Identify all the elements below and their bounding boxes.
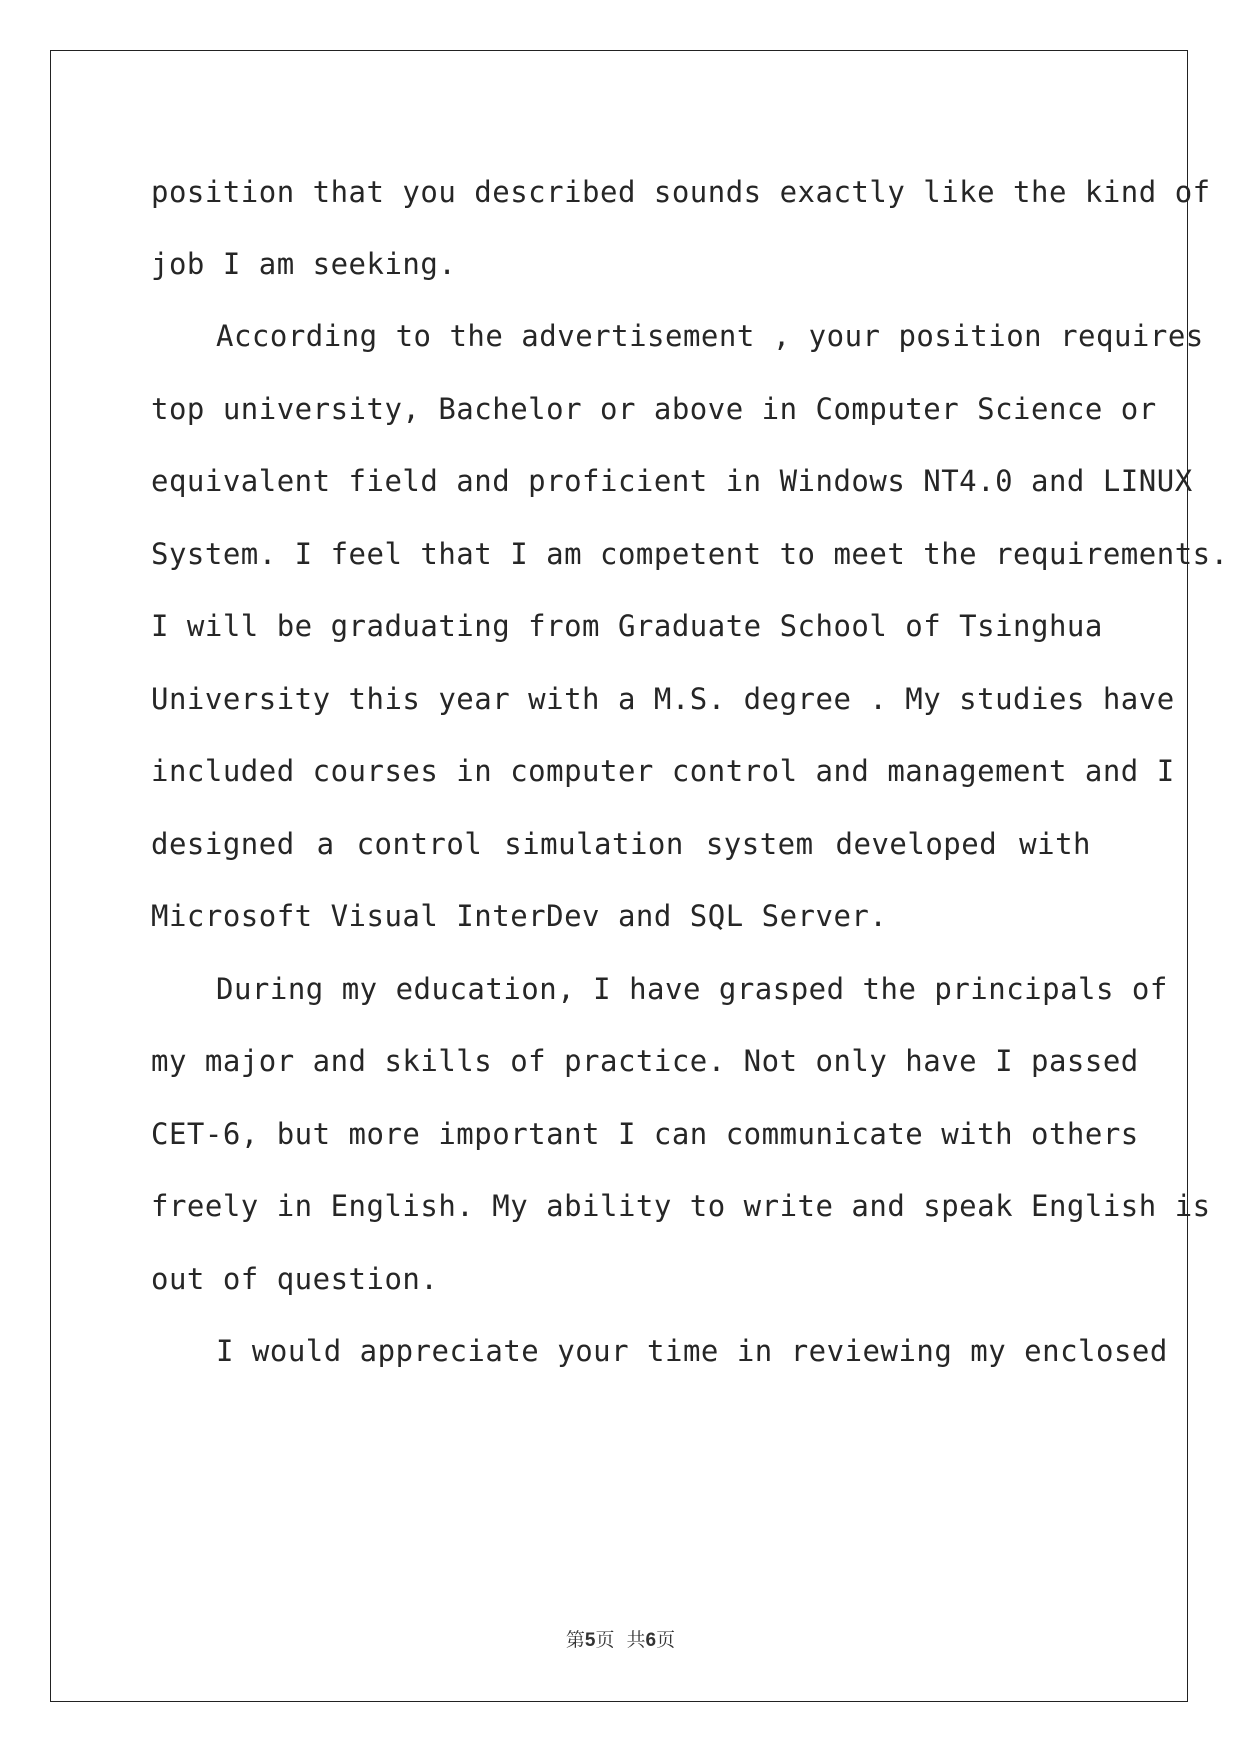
text-line: position that you described sounds exactly like the kind of xyxy=(151,175,1211,209)
text-line: During my education, I have grasped the principals of xyxy=(216,972,1168,1006)
total-pages-number: 6 xyxy=(645,1630,657,1651)
text-line: included courses in computer control and management and I xyxy=(151,754,1175,788)
footer-middle: 页 共 xyxy=(595,1629,646,1651)
page-border xyxy=(50,50,1229,1702)
text-line: designed a control simulation system developed with xyxy=(151,827,1091,861)
current-page-number: 5 xyxy=(584,1630,596,1651)
text-line: my major and skills of practice. Not only have I passed xyxy=(151,1044,1139,1078)
text-line: out of question. xyxy=(151,1262,439,1296)
text-line: According to the advertisement , your position requires xyxy=(216,319,1204,353)
text-line: I would appreciate your time in reviewing my enclosed xyxy=(216,1334,1168,1368)
text-line: Microsoft Visual InterDev and SQL Server. xyxy=(151,899,888,933)
text-line: I will be graduating from Graduate School of Tsinghua xyxy=(151,609,1103,643)
text-line: System. I feel that I am competent to meet the requirements. xyxy=(151,537,1229,571)
text-line: top university, Bachelor or above in Computer Science or xyxy=(151,392,1157,426)
text-line: freely in English. My ability to write and speak English is xyxy=(151,1189,1211,1223)
text-line: job I am seeking. xyxy=(151,247,457,281)
footer-prefix: 第 xyxy=(565,1629,585,1651)
text-line: University this year with a M.S. degree . My studies have xyxy=(151,682,1175,716)
footer-suffix: 页 xyxy=(656,1629,676,1651)
text-line: equivalent field and proficient in Windows NT4.0 and LINUX xyxy=(151,464,1193,498)
text-line: CET-6, but more important I can communicate with others xyxy=(151,1117,1139,1151)
page-footer xyxy=(0,1625,1241,1652)
